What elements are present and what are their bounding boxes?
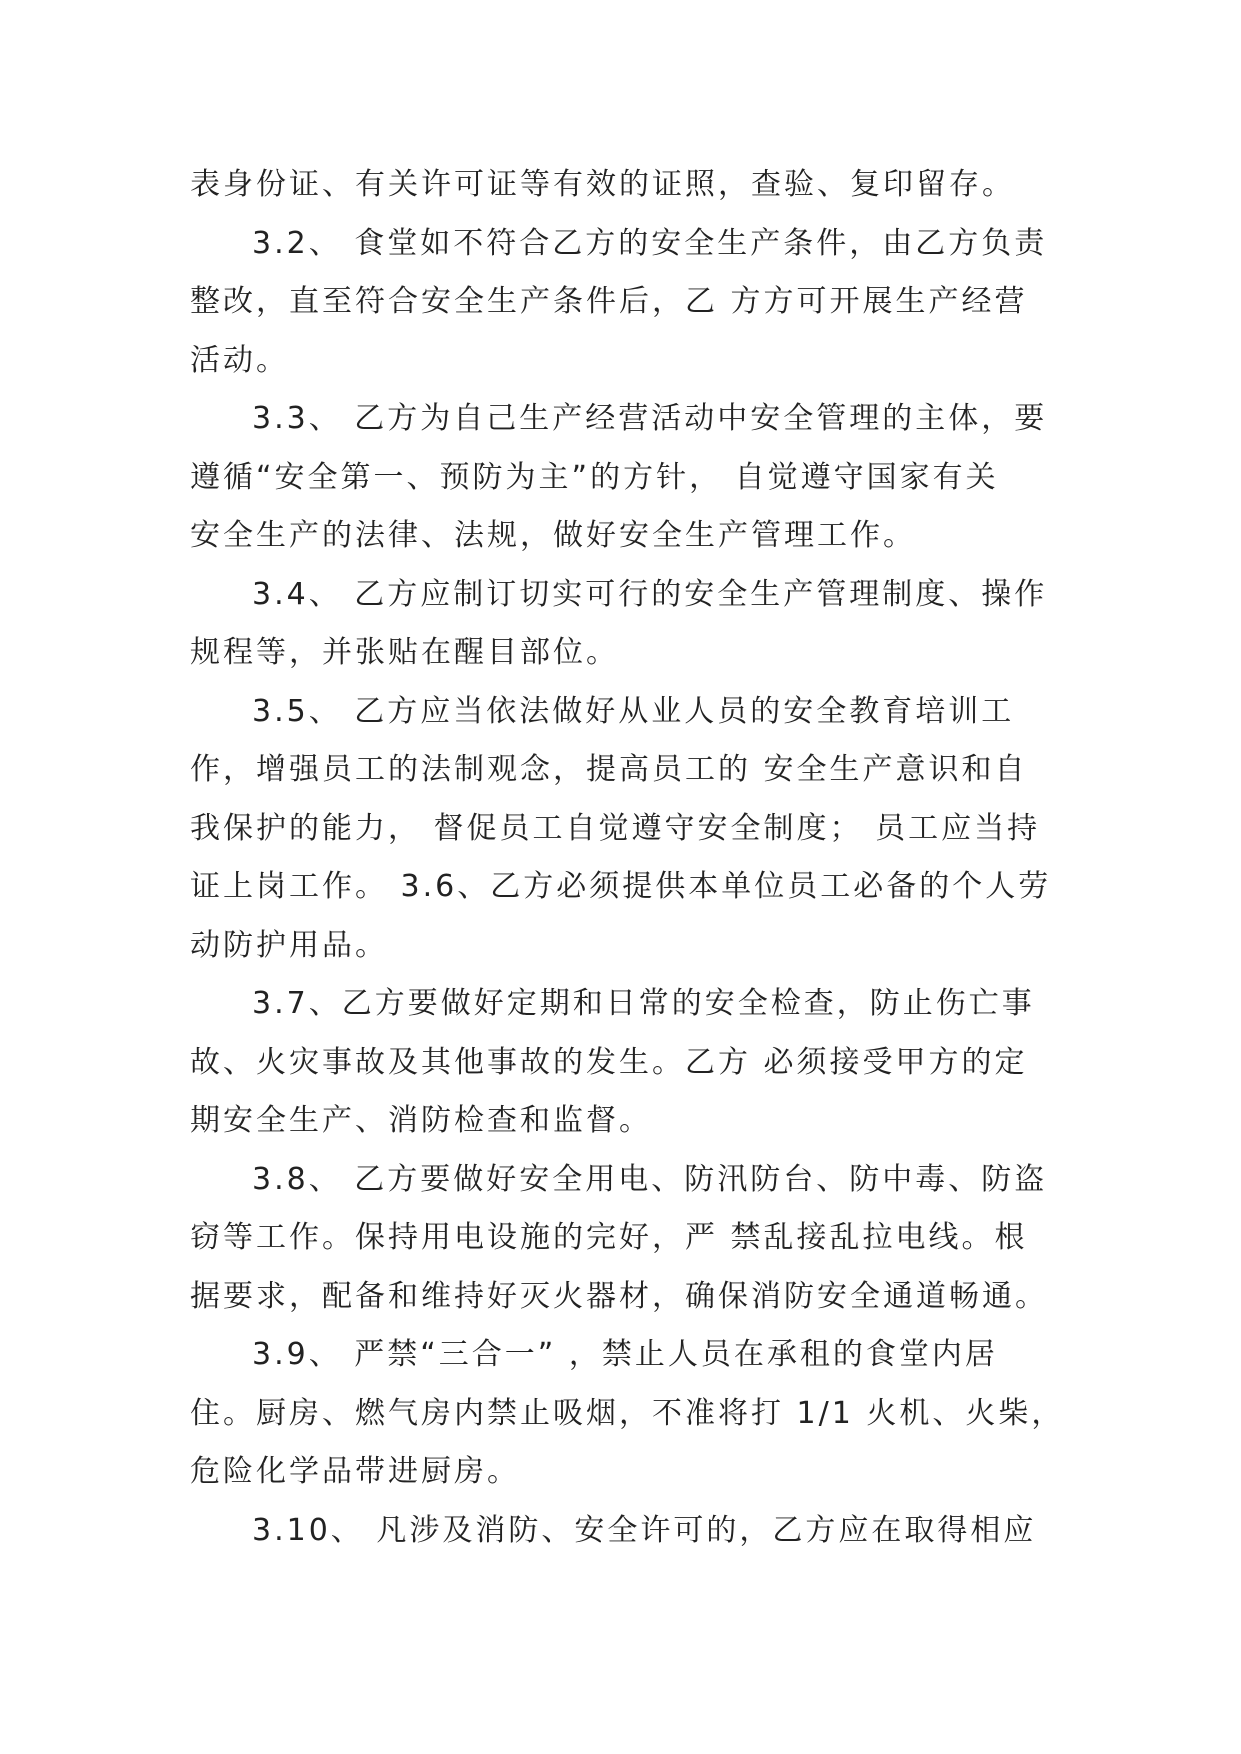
text-line: 3.10、 凡涉及消防、安全许可的，乙方应在取得相应 <box>252 1512 1037 1548</box>
text-line: 3.9、 严禁“三合一” ，禁止人员在承租的食堂内居 <box>252 1337 998 1372</box>
text-line: 表身份证、有关许可证等有效的证照，查验、复印留存。 <box>190 167 1015 202</box>
text-line: 3.5、 乙方应当依法做好从业人员的安全教育培训工 <box>252 693 1015 729</box>
text-line: 遵循“安全第一、预防为主”的方针， 自觉遵守国家有关 <box>190 459 999 495</box>
text-line: 作，增强员工的法制观念，提高员工的 安全生产意识和自 <box>190 752 1028 787</box>
text-line: 安全生产的法律、法规，做好安全生产管理工作。 <box>190 518 916 553</box>
text-line: 窃等工作。保持用电设施的完好，严 禁乱接乱拉电线。根 <box>190 1220 1028 1255</box>
text-line: 3.3、 乙方为自己生产经营活动中安全管理的主体，要 <box>252 401 1048 436</box>
text-line: 住。厨房、燃气房内禁止吸烟，不准将打 1/1 火机、火柴， <box>190 1395 1065 1431</box>
text-line: 3.8、 乙方要做好安全用电、防汛防台、防中毒、防盗 <box>252 1161 1048 1197</box>
text-line: 我保护的能力， 督促员工自觉遵守安全制度； 员工应当持 <box>190 810 1041 846</box>
text-line: 据要求，配备和维持好灭火器材，确保消防安全通道畅通。 <box>190 1278 1048 1314</box>
text-line: 3.7、乙方要做好定期和日常的安全检查，防止伤亡事 <box>252 986 1035 1021</box>
text-line: 规程等，并张贴在醒目部位。 <box>190 635 619 670</box>
text-line: 故、火灾事故及其他事故的发生。乙方 必须接受甲方的定 <box>190 1044 1028 1080</box>
text-line: 危险化学品带进厨房。 <box>190 1454 520 1489</box>
text-line: 整改，直至符合安全生产条件后，乙 方方可开展生产经营 <box>190 284 1028 319</box>
text-line: 动防护用品。 <box>190 927 388 963</box>
text-line: 证上岗工作。 3.6、乙方必须提供本单位员工必备的个人劳 <box>190 869 1052 904</box>
text-line: 3.2、 食堂如不符合乙方的安全生产条件，由乙方负责 <box>252 225 1048 261</box>
text-line: 3.4、 乙方应制订切实可行的安全生产管理制度、操作 <box>252 576 1048 612</box>
text-line: 活动。 <box>190 342 289 378</box>
text-line: 期安全生产、消防检查和监督。 <box>190 1103 652 1138</box>
document-body-text <box>190 156 1070 1560</box>
